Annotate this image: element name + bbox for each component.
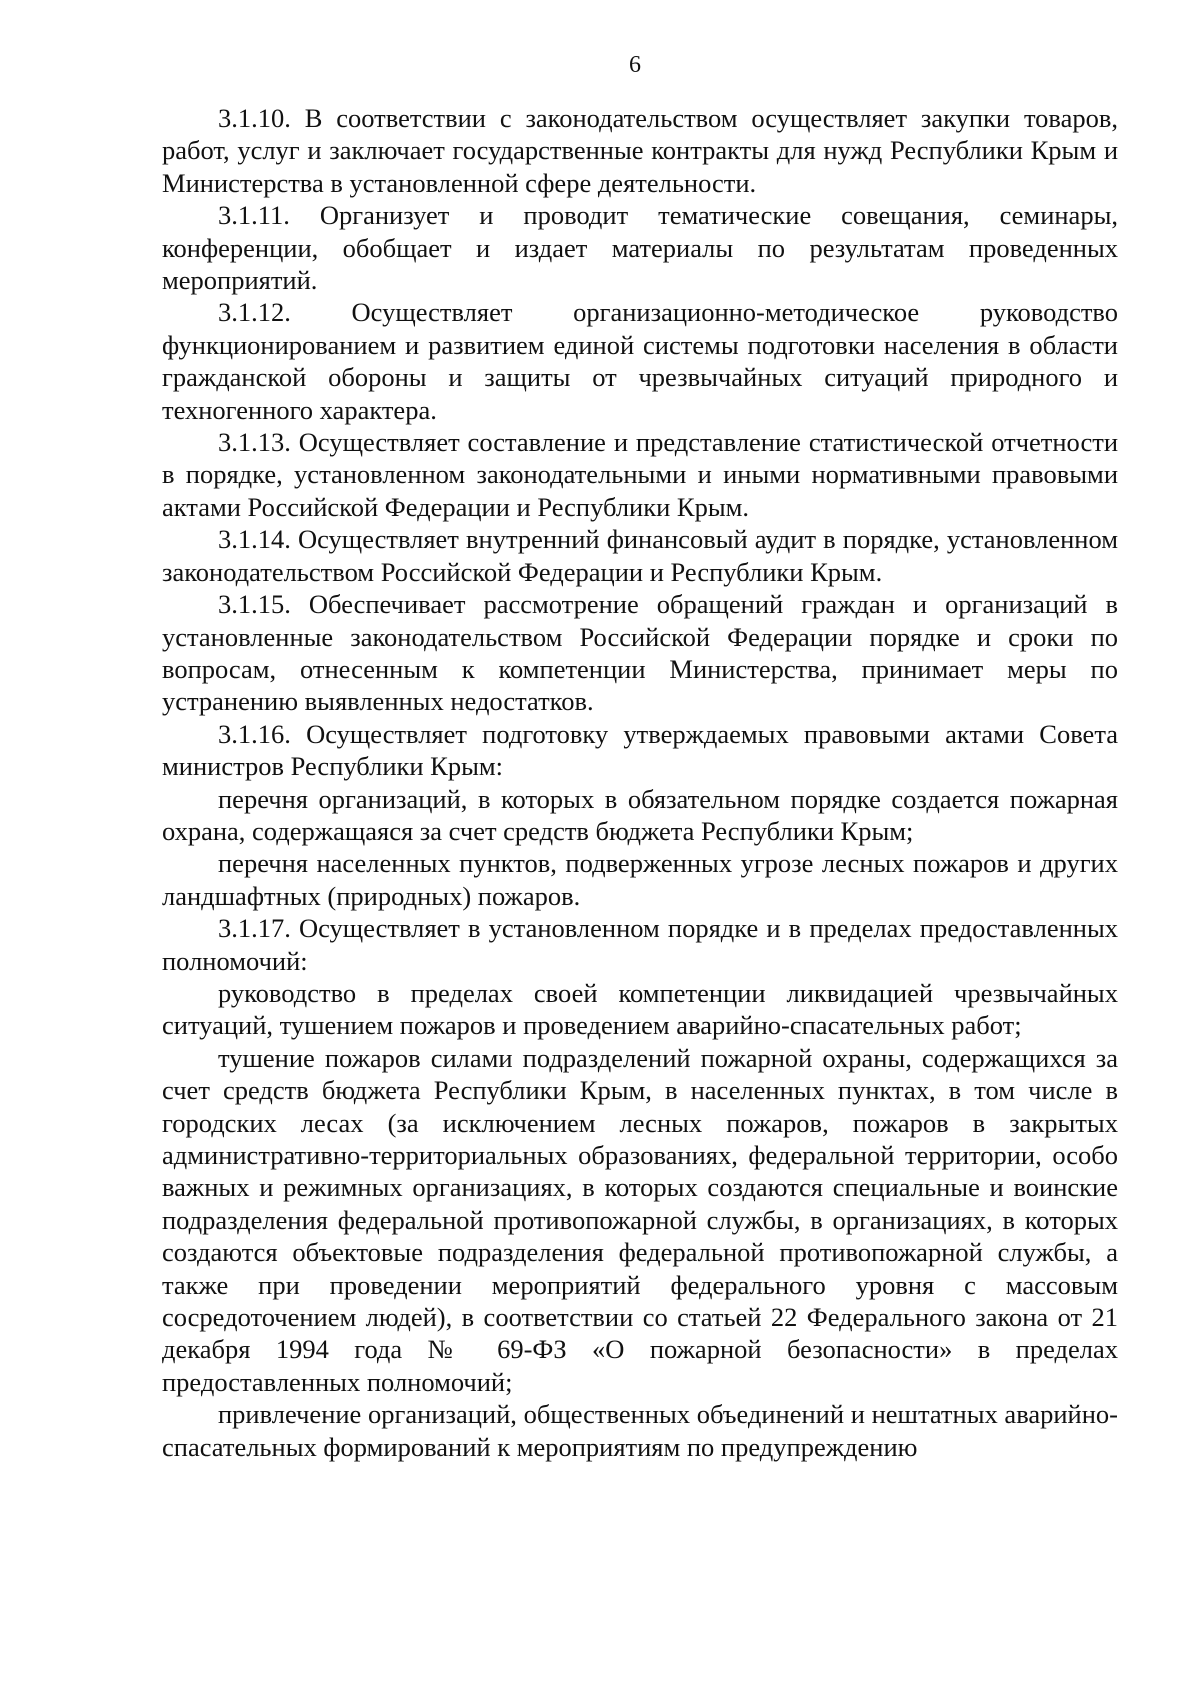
paragraph-3-1-15: 3.1.15. Обеспечивает рассмотрение обращений граждан и организаций в установленные законодательством Российской Федерации порядке и сроки по вопросам, отнесенным к компетенции Министерства, принимает меры по устранению выявленных недостатков. (162, 589, 1118, 717)
paragraph-3-1-12: 3.1.12. Осуществляет организационно-методическое руководство функционированием и развитием единой системы подготовки населения в области гражданской обороны и защиты от чрезвычайных ситуаций природного и техногенного характера. (162, 297, 1118, 425)
list-item-involvement-of-organizations: привлечение организаций, общественных объединений и нештатных аварийно-спасательных формирований к мероприятиям по предупреждению (162, 1399, 1118, 1462)
paragraph-3-1-11: 3.1.11. Организует и проводит тематические совещания, семинары, конференции, обобщает и издает материалы по результатам проведенных мероприятий. (162, 200, 1118, 296)
list-item-emergency-management: руководство в пределах своей компетенции ликвидацией чрезвычайных ситуаций, тушением пожаров и проведением аварийно-спасательных работ; (162, 977, 1118, 1041)
paragraph-3-1-10: 3.1.10. В соответствии с законодательством осуществляет закупки товаров, работ, услуг и заключает государственные контракты для нужд Республики Крым и Министерства в установленной сфере деятельности. (162, 103, 1118, 198)
list-item-fire-protection-organizations: перечня организаций, в которых в обязательном порядке создается пожарная охрана, содержащаяся за счет средств бюджета Республики Крым; (162, 783, 1118, 846)
paragraph-3-1-17: 3.1.17. Осуществляет в установленном порядке и в пределах предоставленных полномочий: (162, 913, 1118, 976)
paragraph-3-1-13: 3.1.13. Осуществляет составление и представление статистической отчетности в порядке, установленном законодательными и иными нормативными правовыми актами Российской Федерации и Республики Крым. (162, 427, 1118, 522)
document-body (162, 102, 1118, 1463)
paragraph-3-1-16: 3.1.16. Осуществляет подготовку утверждаемых правовыми актами Совета министров Республики Крым: (162, 718, 1118, 782)
list-item-settlements-at-risk: перечня населенных пунктов, подверженных угрозе лесных пожаров и других ландшафтных (природных) пожаров. (162, 848, 1118, 911)
paragraph-3-1-14: 3.1.14. Осуществляет внутренний финансовый аудит в порядке, установленном законодательством Российской Федерации и Республики Крым. (162, 524, 1118, 587)
page-number: 6 (629, 52, 641, 78)
list-item-fire-extinguishing: тушение пожаров силами подразделений пожарной охраны, содержащихся за счет средств бюджета Республики Крым, в населенных пунктах, в том числе в городских лесах (за исключением лесных пожаров, пожаров в закрытых административно-территориальных образованиях, федеральной территории, особо важных и режимных организациях, в которых создаются специальные и воинские подразделения федеральной противопожарной службы, в организациях, в которых создаются объектовые подразделения федеральной противопожарной службы, а также при проведении мероприятий федерального уровня с массовым сосредоточением людей), в соответствии со статьей 22 Федерального закона от 21 декабря 1994 года № 69-ФЗ «О пожарной безопасности» в пределах предоставленных полномочий; (162, 1042, 1118, 1397)
